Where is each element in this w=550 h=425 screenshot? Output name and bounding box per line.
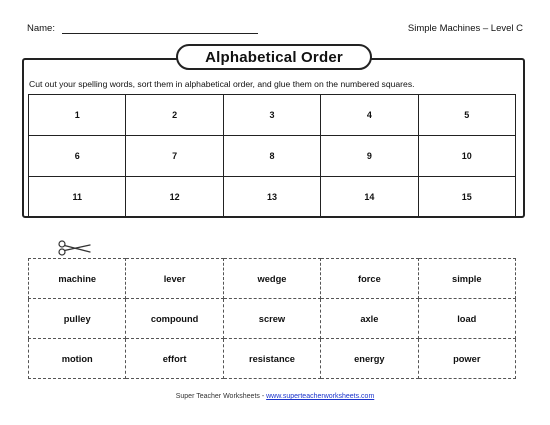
word-card[interactable]: axle: [321, 299, 418, 339]
word-cards-grid: [28, 258, 516, 379]
numbered-square: 9: [321, 136, 418, 177]
worksheet-level: Simple Machines – Level C: [407, 23, 523, 34]
word-card[interactable]: motion: [29, 339, 126, 379]
numbered-square: 6: [29, 136, 126, 177]
word-card[interactable]: simple: [418, 259, 515, 299]
numbered-square: 1: [29, 95, 126, 136]
word-card[interactable]: wedge: [223, 259, 320, 299]
numbered-square: 14: [321, 177, 418, 218]
numbered-square: 15: [418, 177, 515, 218]
footer-link[interactable]: www.superteacherworksheets.com: [266, 393, 375, 400]
word-card[interactable]: pulley: [29, 299, 126, 339]
word-card[interactable]: screw: [223, 299, 320, 339]
name-label: Name:: [27, 23, 55, 34]
numbered-squares-grid: [28, 94, 516, 218]
word-card[interactable]: energy: [321, 339, 418, 379]
numbered-square: 2: [126, 95, 223, 136]
worksheet-title: Alphabetical Order: [176, 44, 372, 70]
word-card[interactable]: force: [321, 259, 418, 299]
numbered-square: 4: [321, 95, 418, 136]
numbered-square: 13: [223, 177, 320, 218]
instructions: Cut out your spelling words, sort them in alphabetical order, and glue them on the numbered squares.: [29, 79, 415, 89]
name-line[interactable]: [62, 33, 258, 34]
numbered-square: 12: [126, 177, 223, 218]
footer: [0, 393, 550, 400]
numbered-square: 10: [418, 136, 515, 177]
word-card[interactable]: effort: [126, 339, 223, 379]
word-card[interactable]: lever: [126, 259, 223, 299]
word-card[interactable]: resistance: [223, 339, 320, 379]
numbered-square: 11: [29, 177, 126, 218]
numbered-square: 3: [223, 95, 320, 136]
word-card[interactable]: compound: [126, 299, 223, 339]
numbered-square: 8: [223, 136, 320, 177]
word-card[interactable]: power: [418, 339, 515, 379]
numbered-square: 5: [418, 95, 515, 136]
word-card[interactable]: machine: [29, 259, 126, 299]
numbered-square: 7: [126, 136, 223, 177]
word-card[interactable]: load: [418, 299, 515, 339]
footer-site-name: Super Teacher Worksheets -: [175, 393, 267, 400]
